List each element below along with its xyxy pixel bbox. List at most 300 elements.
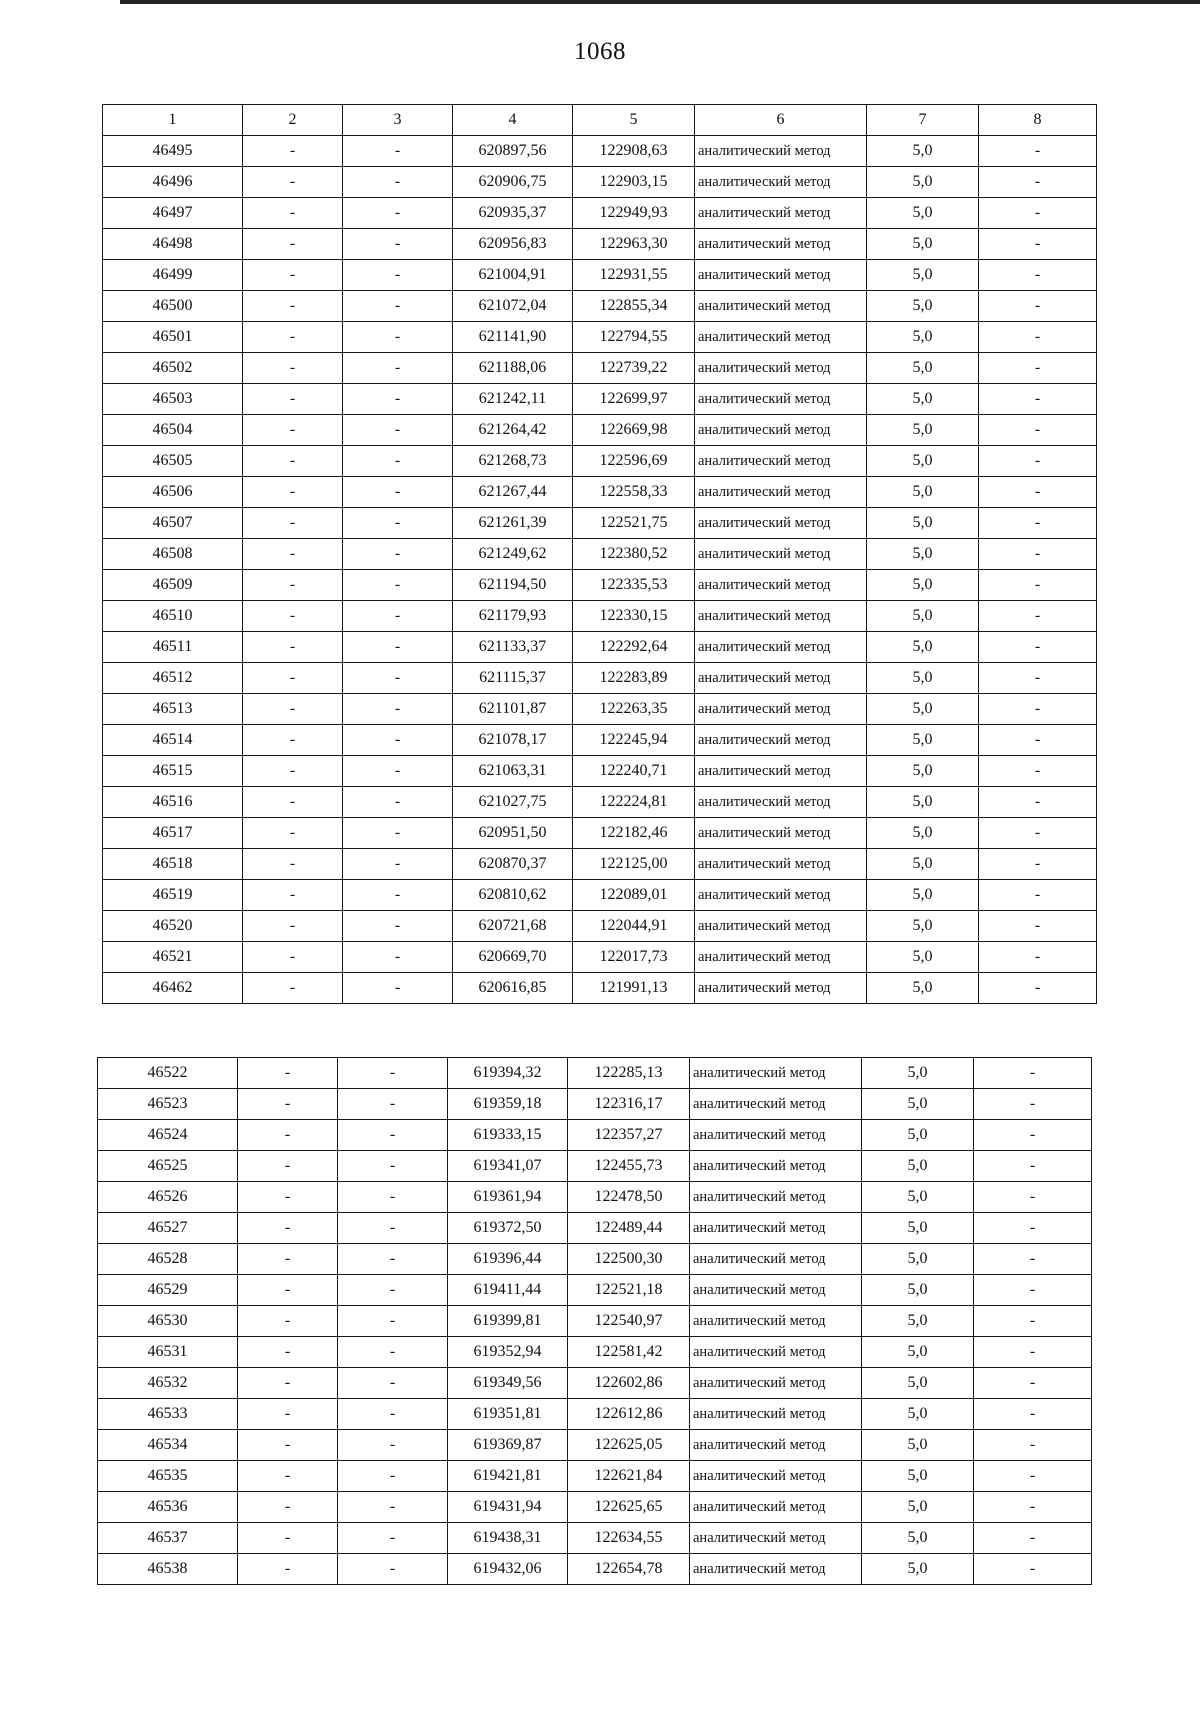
cell-col-2: -: [238, 1306, 338, 1337]
cell-coord-y: 122699,97: [573, 384, 695, 415]
table-row: [103, 229, 1097, 260]
cell-accuracy: 5,0: [867, 818, 979, 849]
cell-method: аналитический метод: [690, 1275, 862, 1306]
cell-point-number: 46510: [103, 601, 243, 632]
cell-col-3: -: [343, 911, 453, 942]
cell-col-8: -: [979, 136, 1097, 167]
table-row: [103, 880, 1097, 911]
cell-col-8: -: [979, 415, 1097, 446]
cell-coord-y: 122182,46: [573, 818, 695, 849]
cell-coord-y: 122263,35: [573, 694, 695, 725]
cell-col-8: -: [979, 229, 1097, 260]
cell-point-number: 46522: [98, 1058, 238, 1089]
cell-method: аналитический метод: [695, 477, 867, 508]
cell-coord-y: 122224,81: [573, 787, 695, 818]
cell-method: аналитический метод: [695, 508, 867, 539]
cell-coord-x: 619431,94: [448, 1492, 568, 1523]
cell-col-8: -: [979, 663, 1097, 694]
cell-accuracy: 5,0: [862, 1120, 974, 1151]
cell-col-3: -: [338, 1213, 448, 1244]
cell-col-8: -: [974, 1554, 1092, 1585]
table-row: [98, 1492, 1092, 1523]
cell-method: аналитический метод: [690, 1151, 862, 1182]
table-row: [103, 725, 1097, 756]
cell-coord-x: 620906,75: [453, 167, 573, 198]
page-number: 1068: [574, 38, 626, 65]
cell-col-2: -: [243, 415, 343, 446]
cell-col-3: -: [343, 601, 453, 632]
cell-col-3: -: [343, 508, 453, 539]
cell-point-number: 46513: [103, 694, 243, 725]
cell-col-2: -: [238, 1368, 338, 1399]
cell-accuracy: 5,0: [867, 787, 979, 818]
cell-point-number: 46511: [103, 632, 243, 663]
cell-col-3: -: [338, 1523, 448, 1554]
cell-coord-y: 122316,17: [568, 1089, 690, 1120]
table-row: [103, 849, 1097, 880]
cell-coord-x: 619351,81: [448, 1399, 568, 1430]
cell-point-number: 46524: [98, 1120, 238, 1151]
cell-col-8: -: [979, 570, 1097, 601]
cell-point-number: 46528: [98, 1244, 238, 1275]
cell-accuracy: 5,0: [867, 415, 979, 446]
cell-coord-x: 619349,56: [448, 1368, 568, 1399]
cell-col-8: -: [974, 1368, 1092, 1399]
cell-accuracy: 5,0: [867, 849, 979, 880]
cell-method: аналитический метод: [695, 415, 867, 446]
cell-col-3: -: [343, 291, 453, 322]
cell-col-8: -: [979, 601, 1097, 632]
cell-method: аналитический метод: [695, 849, 867, 880]
cell-col-8: -: [979, 198, 1097, 229]
cell-point-number: 46530: [98, 1306, 238, 1337]
cell-col-2: -: [238, 1399, 338, 1430]
cell-coord-x: 621078,17: [453, 725, 573, 756]
table-row: [103, 198, 1097, 229]
cell-col-3: -: [343, 353, 453, 384]
cell-col-2: -: [243, 570, 343, 601]
cell-method: аналитический метод: [690, 1089, 862, 1120]
cell-col-3: -: [338, 1182, 448, 1213]
cell-point-number: 46504: [103, 415, 243, 446]
cell-accuracy: 5,0: [862, 1182, 974, 1213]
cell-coord-x: 621249,62: [453, 539, 573, 570]
cell-col-2: -: [243, 229, 343, 260]
header-row: [103, 105, 1097, 136]
cell-col-8: -: [979, 260, 1097, 291]
cell-col-3: -: [338, 1244, 448, 1275]
cell-point-number: 46516: [103, 787, 243, 818]
cell-coord-x: 619341,07: [448, 1151, 568, 1182]
cell-col-2: -: [238, 1151, 338, 1182]
cell-method: аналитический метод: [695, 198, 867, 229]
cell-col-8: -: [974, 1492, 1092, 1523]
cell-point-number: 46499: [103, 260, 243, 291]
cell-coord-x: 621133,37: [453, 632, 573, 663]
table-row: [98, 1337, 1092, 1368]
cell-coord-x: 619333,15: [448, 1120, 568, 1151]
cell-accuracy: 5,0: [867, 756, 979, 787]
cell-col-3: -: [343, 446, 453, 477]
table-row: [103, 260, 1097, 291]
cell-coord-y: 122521,75: [573, 508, 695, 539]
cell-coord-y: 122489,44: [568, 1213, 690, 1244]
cell-accuracy: 5,0: [867, 291, 979, 322]
header-cell-accuracy: 7: [867, 105, 979, 136]
cell-col-2: -: [243, 198, 343, 229]
cell-coord-y: 122357,27: [568, 1120, 690, 1151]
cell-col-2: -: [238, 1492, 338, 1523]
cell-col-8: -: [979, 353, 1097, 384]
cell-accuracy: 5,0: [862, 1058, 974, 1089]
cell-col-8: -: [974, 1120, 1092, 1151]
cell-col-2: -: [243, 849, 343, 880]
cell-method: аналитический метод: [690, 1058, 862, 1089]
cell-accuracy: 5,0: [867, 136, 979, 167]
cell-col-2: -: [243, 167, 343, 198]
cell-col-8: -: [974, 1151, 1092, 1182]
cell-point-number: 46529: [98, 1275, 238, 1306]
cell-col-8: -: [979, 725, 1097, 756]
cell-col-8: -: [979, 384, 1097, 415]
cell-coord-y: 122625,05: [568, 1430, 690, 1461]
cell-col-3: -: [338, 1554, 448, 1585]
cell-col-8: -: [974, 1213, 1092, 1244]
cell-coord-x: 619359,18: [448, 1089, 568, 1120]
cell-col-2: -: [243, 942, 343, 973]
cell-method: аналитический метод: [690, 1337, 862, 1368]
table-row: [103, 601, 1097, 632]
cell-method: аналитический метод: [690, 1461, 862, 1492]
cell-coord-y: 122903,15: [573, 167, 695, 198]
cell-col-8: -: [974, 1182, 1092, 1213]
cell-accuracy: 5,0: [867, 973, 979, 1004]
cell-col-8: -: [979, 477, 1097, 508]
cell-accuracy: 5,0: [867, 167, 979, 198]
cell-point-number: 46502: [103, 353, 243, 384]
cell-coord-x: 621179,93: [453, 601, 573, 632]
table-row: [98, 1182, 1092, 1213]
cell-accuracy: 5,0: [862, 1492, 974, 1523]
cell-point-number: 46512: [103, 663, 243, 694]
cell-col-2: -: [243, 384, 343, 415]
cell-coord-x: 620810,62: [453, 880, 573, 911]
table-row: [103, 539, 1097, 570]
cell-col-3: -: [338, 1058, 448, 1089]
cell-point-number: 46495: [103, 136, 243, 167]
cell-col-2: -: [243, 818, 343, 849]
cell-col-3: -: [343, 167, 453, 198]
cell-coord-y: 122669,98: [573, 415, 695, 446]
cell-coord-x: 619421,81: [448, 1461, 568, 1492]
cell-coord-y: 122335,53: [573, 570, 695, 601]
cell-coord-y: 122654,78: [568, 1554, 690, 1585]
cell-col-8: -: [979, 322, 1097, 353]
cell-accuracy: 5,0: [867, 353, 979, 384]
cell-coord-x: 621188,06: [453, 353, 573, 384]
table-row: [103, 632, 1097, 663]
cell-coord-y: 122602,86: [568, 1368, 690, 1399]
cell-method: аналитический метод: [695, 322, 867, 353]
coordinates-table-2: [97, 1057, 1092, 1585]
cell-col-2: -: [243, 322, 343, 353]
cell-method: аналитический метод: [695, 167, 867, 198]
table-row: [103, 322, 1097, 353]
cell-coord-x: 621141,90: [453, 322, 573, 353]
cell-col-2: -: [243, 539, 343, 570]
cell-coord-y: 122634,55: [568, 1523, 690, 1554]
cell-accuracy: 5,0: [862, 1151, 974, 1182]
cell-col-2: -: [238, 1213, 338, 1244]
cell-col-8: -: [974, 1461, 1092, 1492]
cell-accuracy: 5,0: [862, 1306, 974, 1337]
cell-col-2: -: [238, 1554, 338, 1585]
cell-coord-x: 619432,06: [448, 1554, 568, 1585]
cell-coord-x: 621267,44: [453, 477, 573, 508]
cell-coord-x: 620897,56: [453, 136, 573, 167]
cell-col-3: -: [343, 322, 453, 353]
cell-col-2: -: [238, 1337, 338, 1368]
cell-col-8: -: [979, 849, 1097, 880]
cell-col-8: -: [979, 446, 1097, 477]
cell-method: аналитический метод: [690, 1523, 862, 1554]
cell-coord-y: 122125,00: [573, 849, 695, 880]
cell-point-number: 46462: [103, 973, 243, 1004]
cell-col-8: -: [974, 1058, 1092, 1089]
cell-coord-y: 122285,13: [568, 1058, 690, 1089]
cell-method: аналитический метод: [695, 725, 867, 756]
cell-coord-x: 621101,87: [453, 694, 573, 725]
cell-col-3: -: [343, 415, 453, 446]
cell-coord-x: 619399,81: [448, 1306, 568, 1337]
cell-col-8: -: [979, 973, 1097, 1004]
cell-col-2: -: [238, 1089, 338, 1120]
table-row: [103, 167, 1097, 198]
table-row: [103, 973, 1097, 1004]
cell-accuracy: 5,0: [862, 1430, 974, 1461]
cell-coord-y: 122908,63: [573, 136, 695, 167]
cell-point-number: 46526: [98, 1182, 238, 1213]
table-row: [98, 1306, 1092, 1337]
table-row: [103, 787, 1097, 818]
cell-coord-y: 122330,15: [573, 601, 695, 632]
table-row: [98, 1213, 1092, 1244]
cell-accuracy: 5,0: [862, 1399, 974, 1430]
cell-coord-y: 122794,55: [573, 322, 695, 353]
cell-accuracy: 5,0: [867, 477, 979, 508]
cell-accuracy: 5,0: [867, 229, 979, 260]
cell-method: аналитический метод: [695, 756, 867, 787]
cell-accuracy: 5,0: [862, 1554, 974, 1585]
cell-col-3: -: [343, 663, 453, 694]
cell-method: аналитический метод: [695, 136, 867, 167]
cell-point-number: 46531: [98, 1337, 238, 1368]
cell-point-number: 46532: [98, 1368, 238, 1399]
cell-col-3: -: [338, 1089, 448, 1120]
cell-accuracy: 5,0: [867, 570, 979, 601]
table-row: [103, 818, 1097, 849]
cell-col-2: -: [243, 508, 343, 539]
cell-col-3: -: [338, 1275, 448, 1306]
header-cell-method: 6: [695, 105, 867, 136]
table-row: [103, 291, 1097, 322]
cell-col-2: -: [238, 1275, 338, 1306]
cell-col-2: -: [243, 601, 343, 632]
cell-coord-y: 122283,89: [573, 663, 695, 694]
cell-col-8: -: [979, 911, 1097, 942]
header-cell-col-8: 8: [979, 105, 1097, 136]
cell-coord-y: 122739,22: [573, 353, 695, 384]
cell-coord-y: 122621,84: [568, 1461, 690, 1492]
cell-coord-x: 619394,32: [448, 1058, 568, 1089]
cell-col-2: -: [243, 632, 343, 663]
cell-point-number: 46509: [103, 570, 243, 601]
cell-col-2: -: [243, 911, 343, 942]
cell-accuracy: 5,0: [867, 446, 979, 477]
cell-col-8: -: [979, 880, 1097, 911]
table-row: [98, 1368, 1092, 1399]
cell-accuracy: 5,0: [867, 663, 979, 694]
cell-method: аналитический метод: [690, 1244, 862, 1275]
cell-coord-y: 122478,50: [568, 1182, 690, 1213]
cell-method: аналитический метод: [695, 663, 867, 694]
table-row: [98, 1523, 1092, 1554]
cell-method: аналитический метод: [695, 911, 867, 942]
cell-method: аналитический метод: [695, 384, 867, 415]
cell-coord-x: 619396,44: [448, 1244, 568, 1275]
cell-coord-x: 621261,39: [453, 508, 573, 539]
cell-coord-y: 122240,71: [573, 756, 695, 787]
cell-coord-y: 122581,42: [568, 1337, 690, 1368]
cell-col-2: -: [238, 1058, 338, 1089]
cell-col-2: -: [238, 1430, 338, 1461]
cell-coord-y: 122855,34: [573, 291, 695, 322]
cell-coord-y: 122540,97: [568, 1306, 690, 1337]
table-row: [103, 508, 1097, 539]
cell-accuracy: 5,0: [867, 694, 979, 725]
cell-point-number: 46534: [98, 1430, 238, 1461]
cell-coord-x: 620616,85: [453, 973, 573, 1004]
cell-point-number: 46503: [103, 384, 243, 415]
cell-point-number: 46533: [98, 1399, 238, 1430]
cell-col-2: -: [243, 260, 343, 291]
cell-method: аналитический метод: [695, 446, 867, 477]
cell-accuracy: 5,0: [862, 1368, 974, 1399]
cell-coord-x: 620669,70: [453, 942, 573, 973]
top-border-rule: [120, 0, 1200, 4]
cell-col-3: -: [338, 1430, 448, 1461]
cell-point-number: 46517: [103, 818, 243, 849]
cell-col-2: -: [238, 1120, 338, 1151]
header-cell-point-number: 1: [103, 105, 243, 136]
cell-point-number: 46537: [98, 1523, 238, 1554]
cell-method: аналитический метод: [695, 880, 867, 911]
cell-method: аналитический метод: [690, 1368, 862, 1399]
cell-accuracy: 5,0: [867, 725, 979, 756]
header-cell-col-3: 3: [343, 105, 453, 136]
cell-col-3: -: [338, 1368, 448, 1399]
cell-col-3: -: [343, 973, 453, 1004]
cell-point-number: 46514: [103, 725, 243, 756]
header-cell-col-2: 2: [243, 105, 343, 136]
cell-col-8: -: [974, 1306, 1092, 1337]
cell-col-8: -: [974, 1275, 1092, 1306]
cell-coord-x: 619369,87: [448, 1430, 568, 1461]
cell-col-3: -: [343, 539, 453, 570]
cell-coord-y: 122089,01: [573, 880, 695, 911]
cell-coord-x: 621194,50: [453, 570, 573, 601]
cell-method: аналитический метод: [695, 601, 867, 632]
cell-col-8: -: [979, 787, 1097, 818]
cell-method: аналитический метод: [695, 632, 867, 663]
table-row: [98, 1120, 1092, 1151]
cell-col-3: -: [343, 725, 453, 756]
cell-point-number: 46501: [103, 322, 243, 353]
cell-accuracy: 5,0: [867, 942, 979, 973]
cell-col-3: -: [343, 942, 453, 973]
cell-accuracy: 5,0: [862, 1089, 974, 1120]
cell-col-8: -: [979, 756, 1097, 787]
cell-point-number: 46497: [103, 198, 243, 229]
cell-method: аналитический метод: [695, 260, 867, 291]
cell-point-number: 46520: [103, 911, 243, 942]
cell-col-3: -: [343, 136, 453, 167]
table-row: [103, 942, 1097, 973]
table-row: [98, 1430, 1092, 1461]
cell-method: аналитический метод: [695, 570, 867, 601]
cell-method: аналитический метод: [695, 818, 867, 849]
cell-method: аналитический метод: [690, 1120, 862, 1151]
cell-accuracy: 5,0: [862, 1275, 974, 1306]
cell-method: аналитический метод: [695, 229, 867, 260]
cell-col-8: -: [974, 1337, 1092, 1368]
table-row: [98, 1089, 1092, 1120]
cell-coord-x: 619411,44: [448, 1275, 568, 1306]
cell-coord-y: 122044,91: [573, 911, 695, 942]
header-cell-coord-x: 4: [453, 105, 573, 136]
cell-col-3: -: [343, 694, 453, 725]
cell-col-2: -: [238, 1182, 338, 1213]
cell-accuracy: 5,0: [867, 601, 979, 632]
cell-point-number: 46527: [98, 1213, 238, 1244]
cell-point-number: 46507: [103, 508, 243, 539]
cell-accuracy: 5,0: [862, 1244, 974, 1275]
cell-col-3: -: [343, 260, 453, 291]
cell-accuracy: 5,0: [862, 1213, 974, 1244]
cell-coord-x: 620956,83: [453, 229, 573, 260]
cell-coord-x: 620935,37: [453, 198, 573, 229]
table-row: [103, 756, 1097, 787]
cell-coord-y: 122625,65: [568, 1492, 690, 1523]
cell-col-3: -: [343, 787, 453, 818]
cell-col-2: -: [243, 663, 343, 694]
cell-coord-y: 122949,93: [573, 198, 695, 229]
cell-col-3: -: [343, 198, 453, 229]
cell-accuracy: 5,0: [862, 1523, 974, 1554]
cell-coord-y: 122292,64: [573, 632, 695, 663]
cell-coord-y: 121991,13: [573, 973, 695, 1004]
cell-col-2: -: [243, 973, 343, 1004]
cell-coord-x: 621242,11: [453, 384, 573, 415]
cell-col-8: -: [974, 1089, 1092, 1120]
cell-col-8: -: [979, 942, 1097, 973]
cell-col-8: -: [974, 1399, 1092, 1430]
cell-accuracy: 5,0: [867, 260, 979, 291]
cell-method: аналитический метод: [695, 942, 867, 973]
cell-col-3: -: [343, 632, 453, 663]
cell-coord-x: 621063,31: [453, 756, 573, 787]
cell-col-3: -: [338, 1337, 448, 1368]
